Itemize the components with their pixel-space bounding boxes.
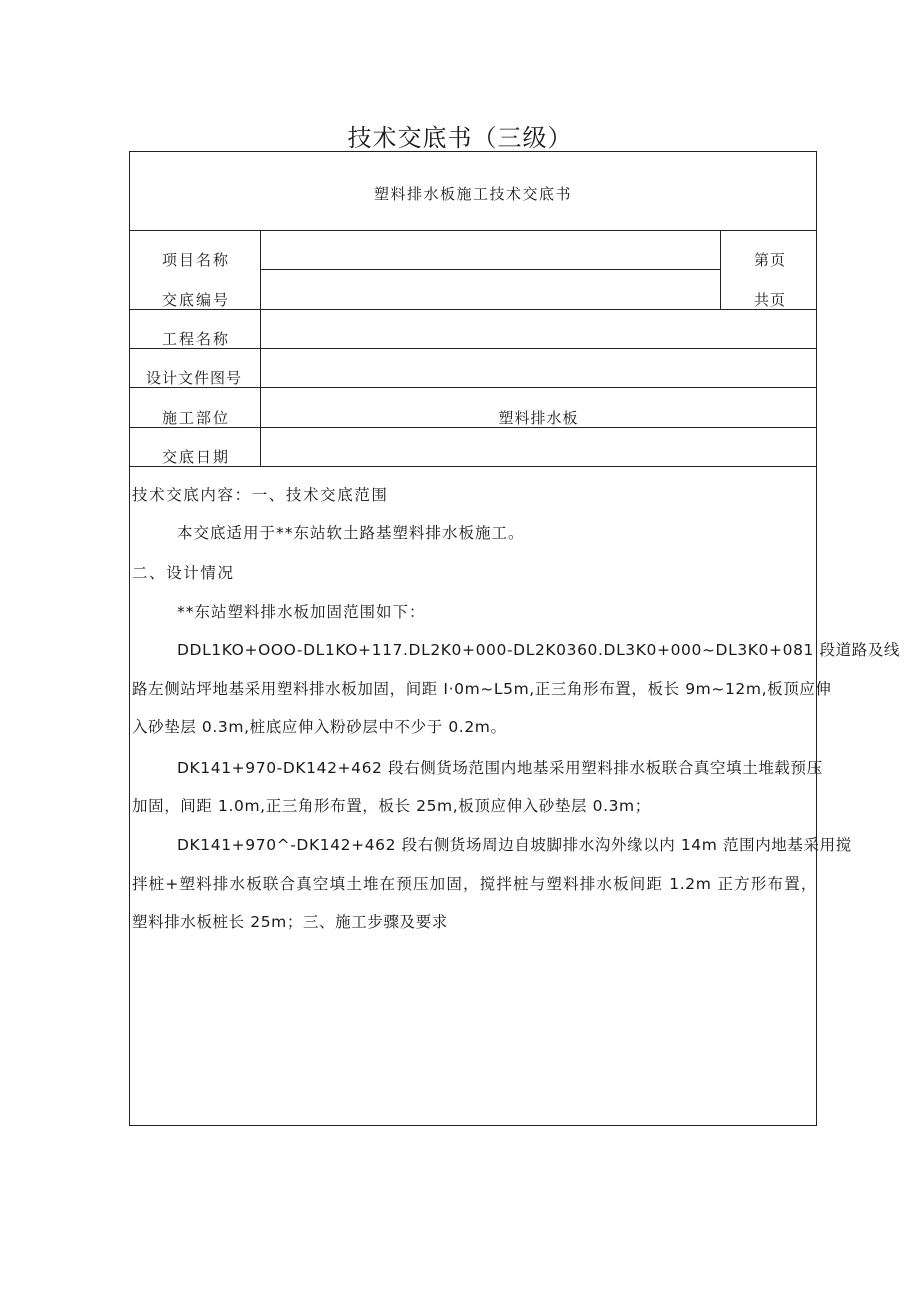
section-heading: 二、设计情况 xyxy=(132,564,235,582)
table-rule xyxy=(129,309,817,310)
content-heading: 技术交底内容：一、技术交底范围 xyxy=(132,486,389,504)
paragraph-line: 入砂垫层 0.3m,桩底应伸入粉砂层中不少于 0.2m。 xyxy=(132,718,507,736)
form-title: 塑料排水板施工技术交底书 xyxy=(373,185,572,203)
project-name-label: 项目名称 xyxy=(162,251,231,269)
range-intro: **东站塑料排水板加固范围如下： xyxy=(177,603,426,621)
scope-text: 本交底适用于**东站软土路基塑料排水板施工。 xyxy=(177,524,525,542)
paragraph-line: 加固，间距 1.0m,正三角形布置，板长 25m,板顶应伸入砂垫层 0.3m； xyxy=(132,797,651,815)
table-rule xyxy=(260,269,720,270)
page-number-label: 第页 xyxy=(754,251,787,269)
paragraph-line: 拌桩+塑料排水板联合真空填土堆在预压加固，搅拌桩与塑料排水板间距 1.2m 正方形布置， xyxy=(132,875,817,893)
paragraph-line: 塑料排水板桩长 25m；三、施工步骤及要求 xyxy=(132,913,448,931)
table-rule xyxy=(260,230,261,466)
construction-part-value[interactable]: 塑料排水板 xyxy=(498,409,579,427)
table-rule xyxy=(129,348,817,349)
design-doc-label: 设计文件图号 xyxy=(146,369,243,387)
page-total-label: 共页 xyxy=(754,291,787,309)
paragraph-line: DK141+970^-DK142+462 段右侧货场周边自坡脚排水沟外缘以内 14m 范围内地基采用搅 xyxy=(177,836,852,854)
paragraph-line: DDL1KO+OOO-DL1KO+117.DL2K0+000-DL2K0360.DL3K0+000~DL3K0+081 段道路及线 xyxy=(177,641,901,659)
date-label: 交底日期 xyxy=(162,448,231,466)
document-title: 技术交底书（三级） xyxy=(347,124,573,152)
table-rule xyxy=(129,466,817,467)
table-rule xyxy=(129,230,817,231)
paragraph-line: 路左侧站坪地基采用塑料排水板加固，间距 I·0m~L5m,正三角形布置，板长 9m~12m,板顶应伸 xyxy=(132,680,832,698)
disclosure-no-label: 交底编号 xyxy=(162,291,231,309)
engineering-name-label: 工程名称 xyxy=(162,330,231,348)
construction-part-label: 施工部位 xyxy=(162,409,231,427)
paragraph-line: DK141+970-DK142+462 段右侧货场范围内地基采用塑料排水板联合真空填土堆载预压 xyxy=(177,759,823,777)
table-rule xyxy=(720,230,721,309)
